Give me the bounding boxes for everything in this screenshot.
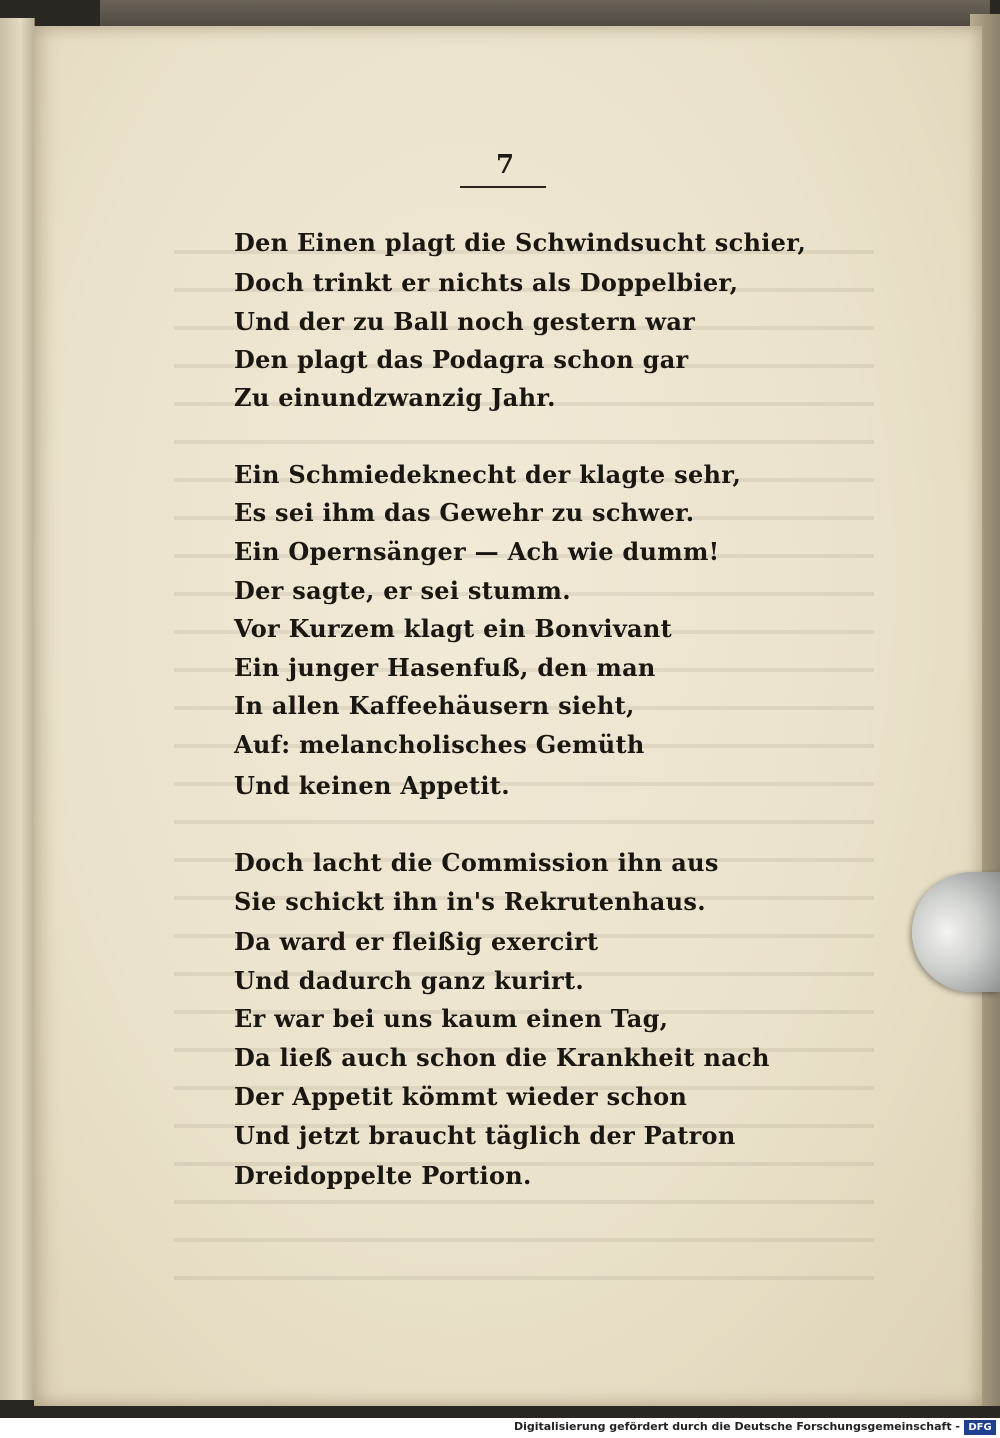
poem-line: Da ward er fleißig exercirt — [234, 927, 599, 956]
poem-line: Ein Schmiedeknecht der klagte sehr, — [234, 460, 742, 489]
page-number: 7 — [495, 150, 515, 180]
header-rule — [460, 186, 546, 188]
poem-line: Und dadurch ganz kurirt. — [234, 966, 585, 995]
poem-line: Zu einundzwanzig Jahr. — [234, 383, 556, 412]
poem-line: Ein Opernsänger — Ach wie dumm! — [234, 537, 720, 566]
poem-line: Sie schickt ihn in's Rekrutenhaus. — [234, 887, 706, 916]
funding-credit: Digitalisierung gefördert durch die Deutsche Forschungsgemeinschaft - — [513, 1420, 960, 1433]
poem-line: Der sagte, er sei stumm. — [234, 576, 571, 605]
poem-line: Dreidoppelte Portion. — [234, 1161, 532, 1190]
dfg-logo: DFG — [964, 1420, 996, 1435]
poem-line: Ein junger Hasenfuß, den man — [234, 653, 656, 682]
poem-line: Den Einen plagt die Schwindsucht schier, — [234, 228, 807, 257]
poem-line: Und jetzt braucht täglich der Patron — [234, 1121, 736, 1150]
book-spine-left — [0, 18, 35, 1400]
poem-line: In allen Kaffeehäusern sieht, — [234, 691, 635, 720]
poem-line: Der Appetit kömmt wieder schon — [234, 1082, 688, 1111]
poem-line: Doch trinkt er nichts als Doppelbier, — [234, 268, 739, 297]
poem-line: Den plagt das Podagra schon gar — [234, 345, 689, 374]
poem-line: Auf: melancholisches Gemüth — [234, 730, 645, 759]
poem-line: Und keinen Appetit. — [234, 771, 510, 800]
poem-line: Da ließ auch schon die Krankheit nach — [234, 1043, 770, 1072]
poem-line: Doch lacht die Commission ihn aus — [234, 848, 719, 877]
footer-bar — [0, 1418, 1000, 1438]
poem-line: Er war bei uns kaum einen Tag, — [234, 1004, 669, 1033]
poem-line: Es sei ihm das Gewehr zu schwer. — [234, 498, 695, 527]
poem-line: Und der zu Ball noch gestern war — [234, 307, 696, 336]
poem-line: Vor Kurzem klagt ein Bonvivant — [234, 614, 673, 643]
